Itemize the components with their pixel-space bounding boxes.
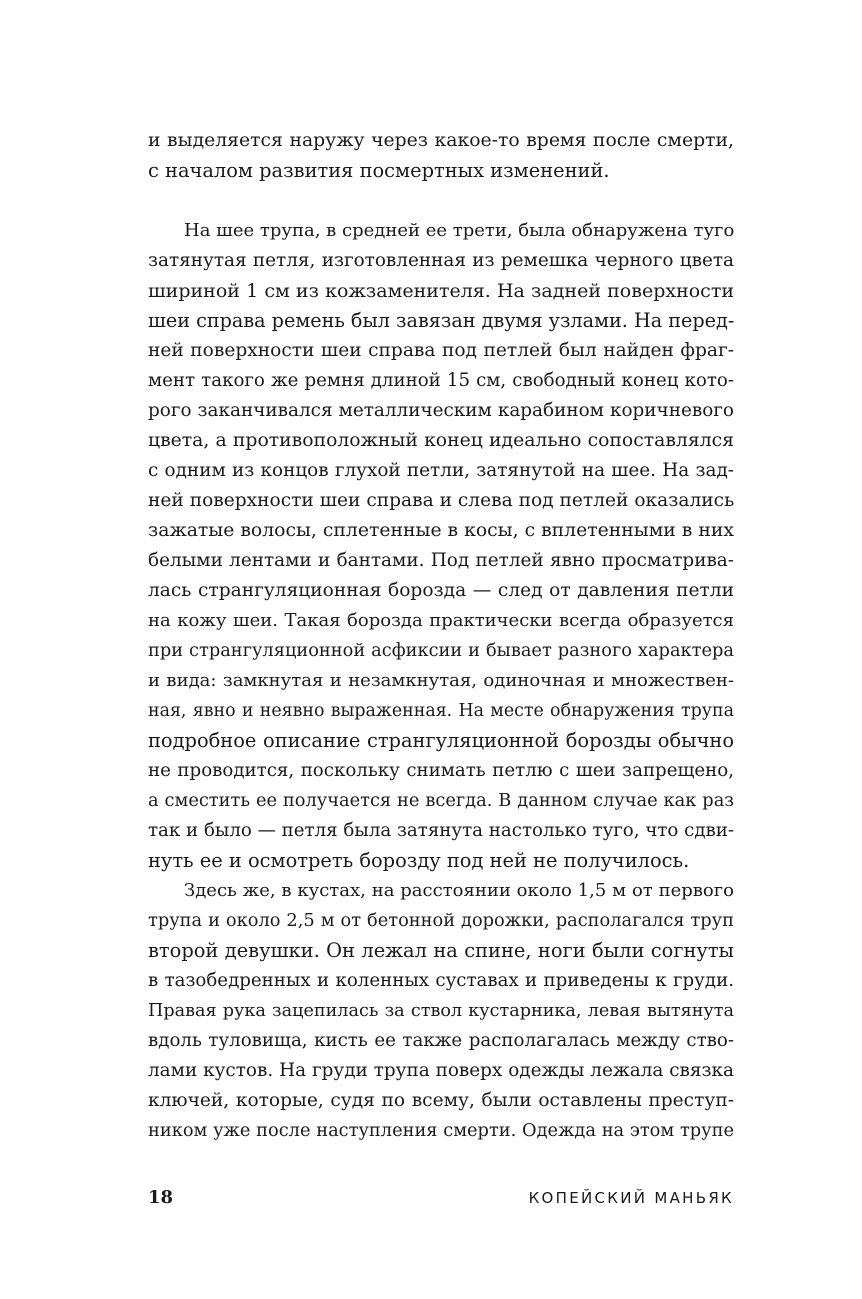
page-number: 18 xyxy=(148,1187,174,1208)
text-line: цвета, а противоположный конец идеально сопоставлялся xyxy=(148,430,734,451)
text-line: лами кустов. На груди трупа поверх одежды лежала связка xyxy=(148,1060,734,1081)
text-line: а сместить ее получается не всегда. В данном случае как раз xyxy=(148,790,734,811)
running-head: КОПЕЙСКИЙ МАНЬЯК xyxy=(528,1189,734,1207)
text-line: с началом развития посмертных изменений. xyxy=(148,159,610,182)
text-line: мент такого же ремня длиной 15 см, свободный конец кото- xyxy=(148,370,734,391)
text-line: ней поверхности шеи справа и слева под петлей оказались xyxy=(148,490,735,511)
paragraph-first-line: Здесь же, в кустах, на расстоянии около 1,5 м от первого xyxy=(184,880,734,901)
text-line: на кожу шеи. Такая борозда практически всегда образуется xyxy=(148,610,734,631)
text-line: второй девушки. Он лежал на спине, ноги были согнуты xyxy=(148,939,734,962)
text-line: Правая рука зацепилась за ствол кустарника, левая вытянута xyxy=(148,1001,734,1021)
text-line: шириной 1 см из кожзаменителя. На задней поверхности xyxy=(148,280,734,302)
text-line: ней поверхности шеи справа под петлей был найден фраг- xyxy=(148,340,734,361)
paragraph-first-line: На шее трупа, в средней ее трети, была обнаружена туго xyxy=(184,220,735,241)
text-line: ная, явно и неявно выраженная. На месте обнаружения трупа xyxy=(148,701,734,721)
text-line: так и было — петля была затянута настолько туго, что сдви- xyxy=(148,820,735,841)
text-line: в тазобедренных и коленных суставах и приведены к груди. xyxy=(148,970,734,991)
text-line: ником уже после наступления смерти. Одежда на этом трупе xyxy=(148,1120,734,1141)
text-line: трупа и около 2,5 м от бетонной дорожки, располагался труп xyxy=(148,910,734,931)
text-line: ключей, которые, судя по всему, были оставлены преступ- xyxy=(148,1090,734,1111)
text-line: рого заканчивался металлическим карабином коричневого xyxy=(148,400,734,421)
text-line: подробное описание странгуляционной борозды обычно xyxy=(148,729,734,752)
page-footer xyxy=(148,1185,734,1211)
text-line: белыми лентами и бантами. Под петлей явно просматрива- xyxy=(148,550,734,571)
text-line: шеи справа ремень был завязан двумя узлами. На перед- xyxy=(148,309,735,332)
text-line: с одним из концов глухой петли, затянутой на шее. На зад- xyxy=(148,460,734,481)
text-line: и вида: замкнутая и незамкнутая, одиночная и множествен- xyxy=(148,670,734,691)
text-line: вдоль туловища, кисть ее также располагалась между ство- xyxy=(148,1030,734,1051)
text-line: при странгуляционной асфиксии и бывает разного характера xyxy=(148,640,734,661)
text-line: лась странгуляционная борозда — след от давления петли xyxy=(148,580,734,601)
text-line: и выделяется наружу через какое-то время после смерти, xyxy=(148,130,734,151)
text-line: нуть ее и осмотреть борозду под ней не получилось. xyxy=(148,849,690,872)
text-line: затянутая петля, изготовленная из ремешка черного цвета xyxy=(148,250,734,271)
text-line: зажатые волосы, сплетенные в косы, с вплетенными в них xyxy=(148,520,734,541)
text-line: не проводится, поскольку снимать петлю с шеи запрещено, xyxy=(148,760,734,781)
